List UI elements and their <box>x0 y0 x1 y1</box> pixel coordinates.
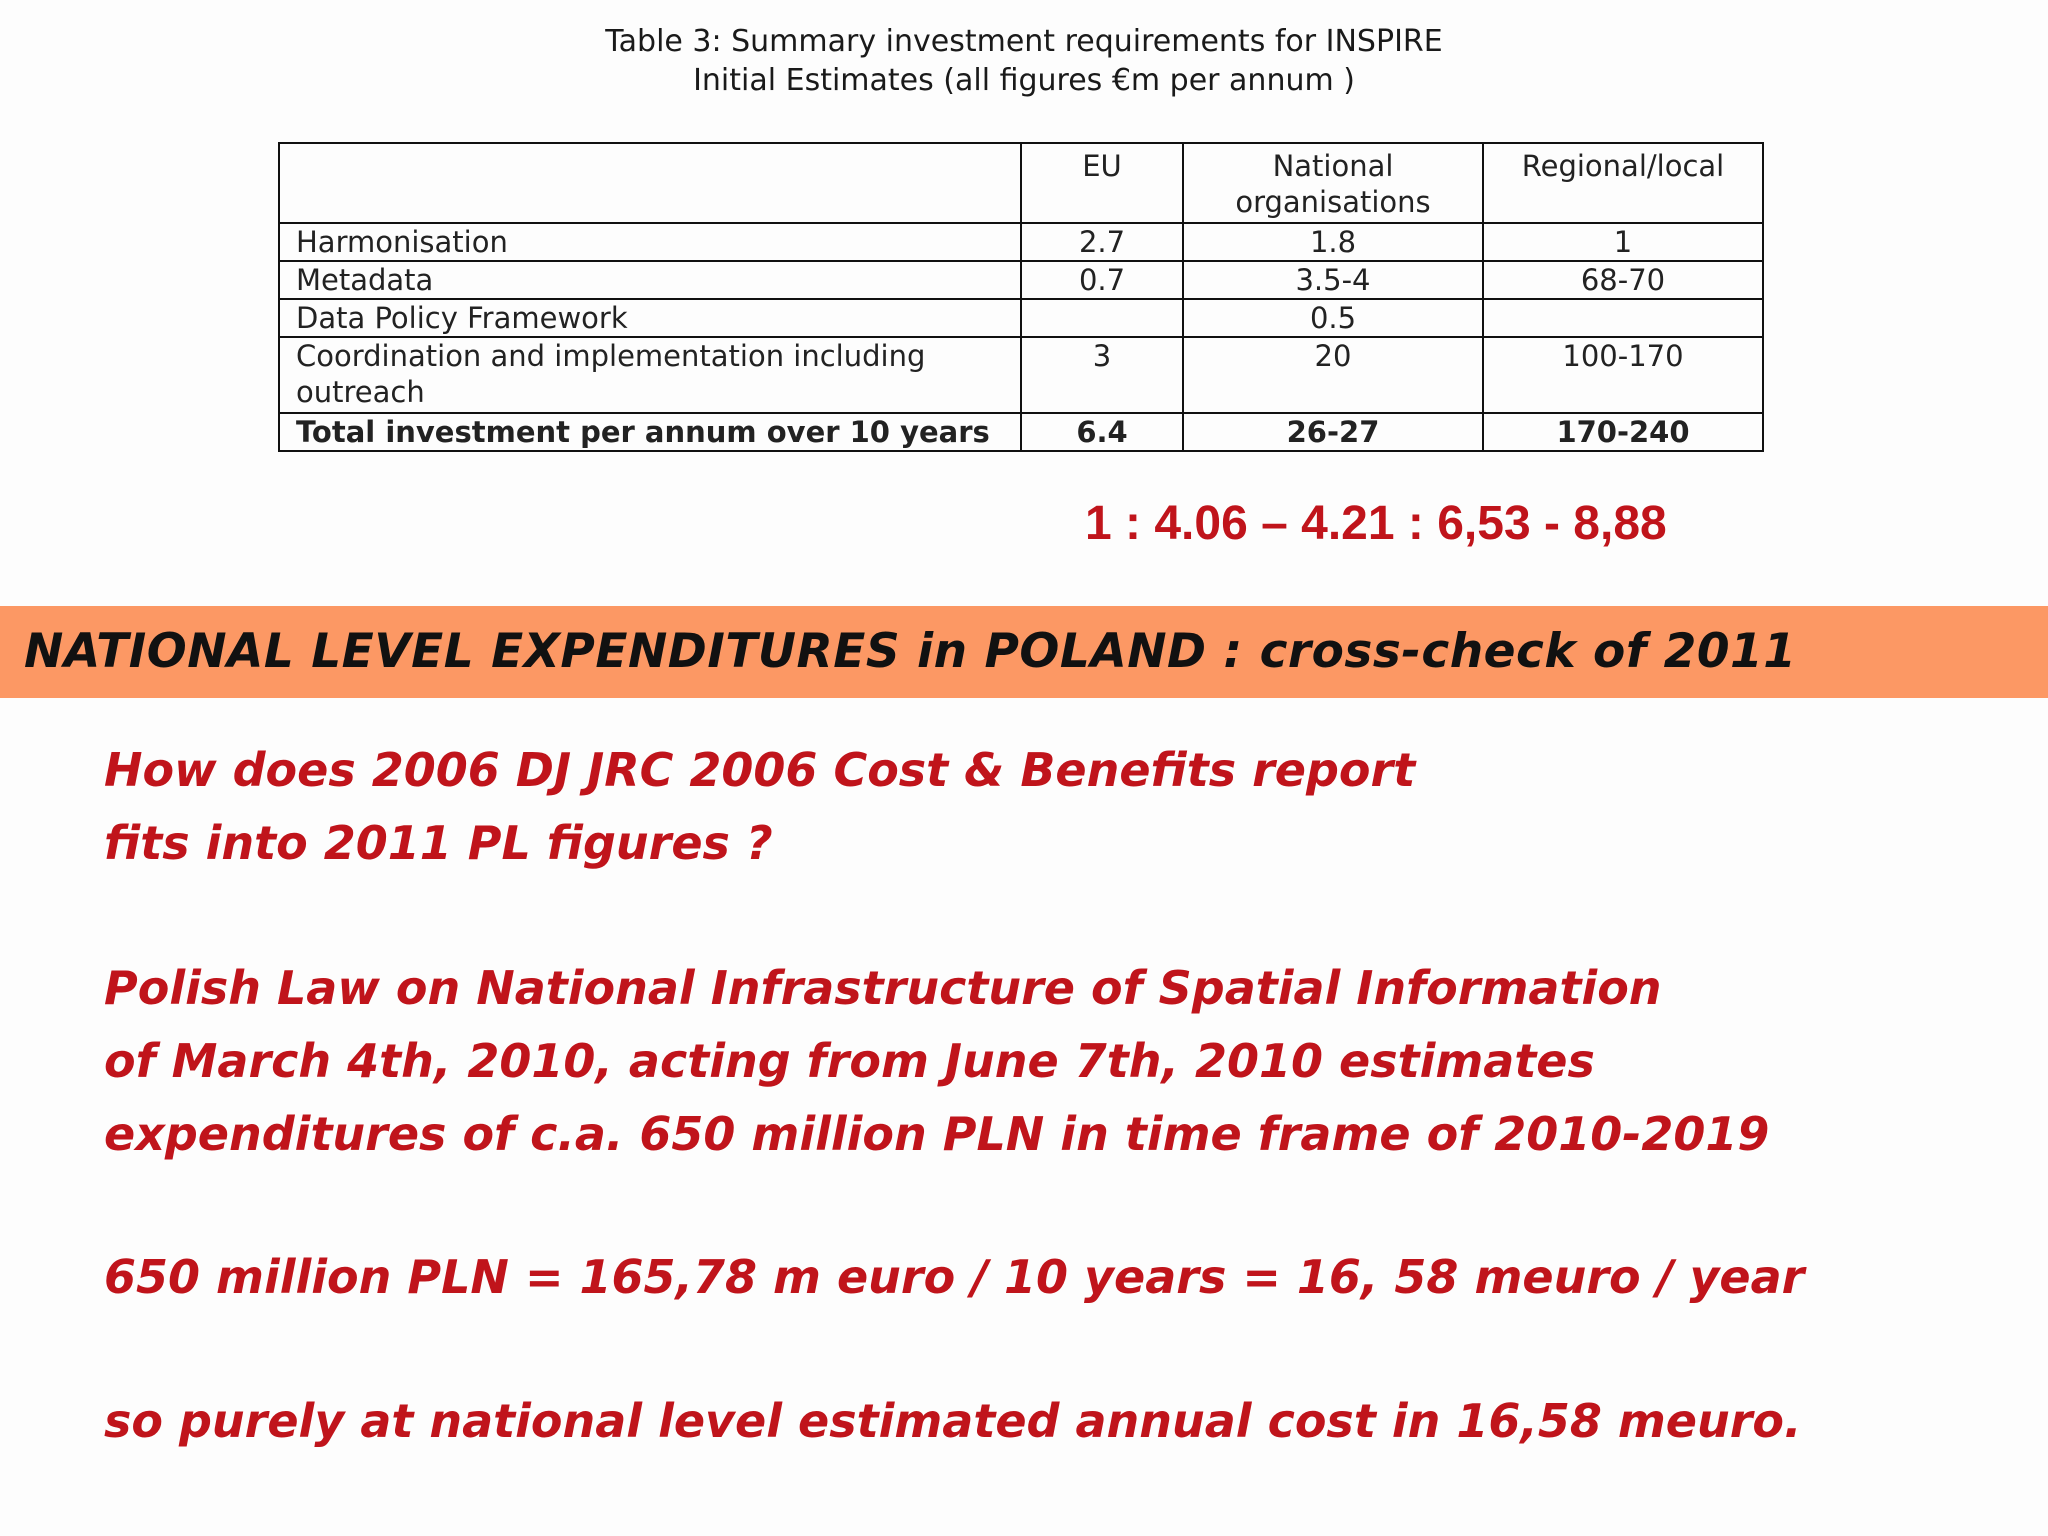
header-cell-eu: EU <box>1021 143 1183 223</box>
cell-eu: 2.7 <box>1021 223 1183 261</box>
row-label: Data Policy Framework <box>279 299 1021 337</box>
law-paragraph <box>104 952 1769 1171</box>
cell-regional: 1 <box>1483 223 1763 261</box>
cell-regional: 100-170 <box>1483 337 1763 413</box>
question-line-1: How does 2006 DJ JRC 2006 Cost & Benefits report <box>104 743 1416 797</box>
cell-eu: 0.7 <box>1021 261 1183 299</box>
question-paragraph <box>104 734 1415 880</box>
header-cell-regional: Regional/local <box>1483 143 1763 223</box>
total-label: Total investment per annum over 10 years <box>279 413 1021 451</box>
table-row <box>279 223 1763 261</box>
table-row <box>279 337 1763 413</box>
calculation-line: 650 million PLN = 165,78 m euro / 10 years = 16, 58 meuro / year <box>104 1250 1805 1304</box>
row-label: Metadata <box>279 261 1021 299</box>
total-national: 26-27 <box>1183 413 1483 451</box>
law-line-1: Polish Law on National Infrastructure of Spatial Information <box>104 961 1662 1015</box>
table-caption <box>0 22 2048 100</box>
row-label: Harmonisation <box>279 223 1021 261</box>
table-row <box>279 299 1763 337</box>
cell-national: 20 <box>1183 337 1483 413</box>
table-row <box>279 261 1763 299</box>
total-eu: 6.4 <box>1021 413 1183 451</box>
cell-eu <box>1021 299 1183 337</box>
table-header-row <box>279 143 1763 223</box>
cell-national: 1.8 <box>1183 223 1483 261</box>
cell-national: 3.5-4 <box>1183 261 1483 299</box>
cell-eu: 3 <box>1021 337 1183 413</box>
investment-table <box>278 142 1764 452</box>
law-line-3: expenditures of c.a. 650 million PLN in time frame of 2010-2019 <box>104 1107 1770 1161</box>
header-cell-empty <box>279 143 1021 223</box>
section-banner <box>0 606 2048 698</box>
header-cell-national: National organisations <box>1183 143 1483 223</box>
total-regional: 170-240 <box>1483 413 1763 451</box>
cell-national: 0.5 <box>1183 299 1483 337</box>
question-line-2: fits into 2011 PL figures ? <box>104 816 773 870</box>
conclusion-line: so purely at national level estimated annual cost in 16,58 meuro. <box>104 1394 1802 1448</box>
cell-regional <box>1483 299 1763 337</box>
row-label: Coordination and implementation including outreach <box>279 337 1021 413</box>
table-total-row <box>279 413 1763 451</box>
caption-title: Table 3: Summary investment requirements for INSPIRE <box>605 24 1443 59</box>
law-line-2: of March 4th, 2010, acting from June 7th, 2010 estimates <box>104 1034 1595 1088</box>
caption-subtitle: Initial Estimates (all figures €m per annum ) <box>693 63 1355 98</box>
ratio-text: 1 : 4.06 – 4.21 : 6,53 - 8,88 <box>1085 497 1667 550</box>
cell-regional: 68-70 <box>1483 261 1763 299</box>
banner-title: NATIONAL LEVEL EXPENDITURES in POLAND : cross-check of 2011 <box>24 624 1797 679</box>
